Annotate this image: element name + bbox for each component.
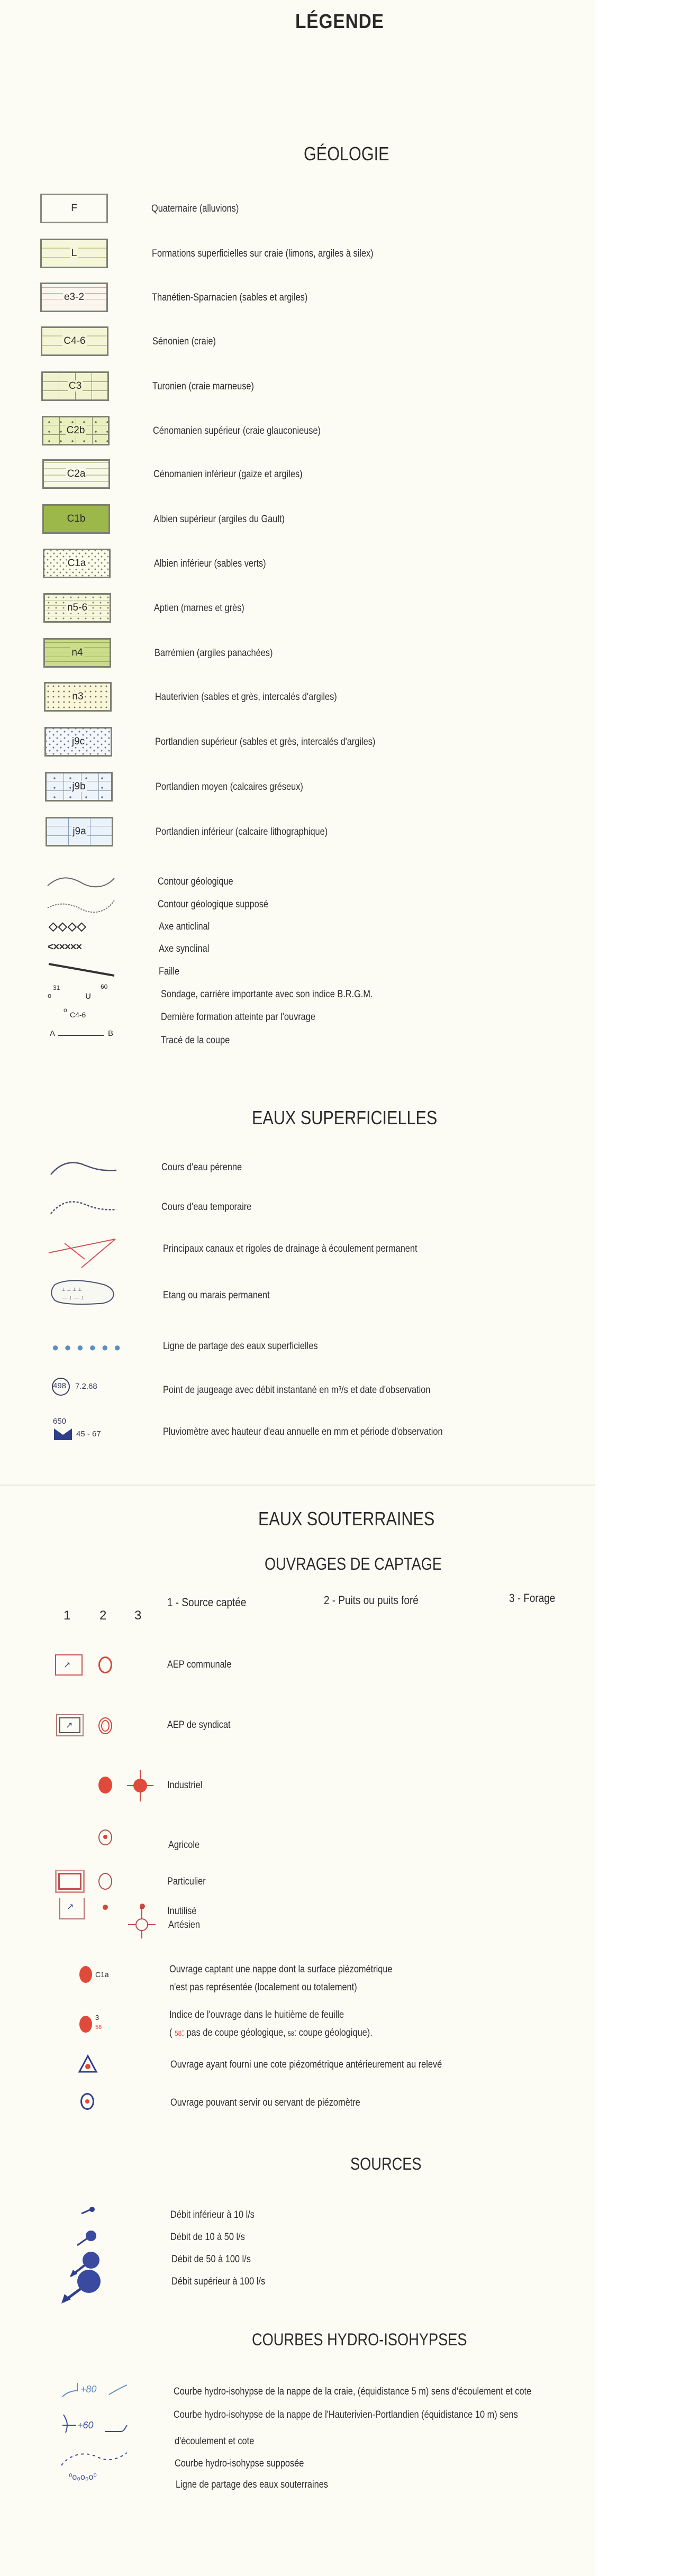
section-heading-eaux-souterraines: EAUX SOUTERRAINES <box>258 1508 435 1530</box>
formation-label: Cénomanien inférieur (gaize et argiles) <box>153 469 303 480</box>
symbol-label: Dernière formation atteinte par l'ouvrage <box>161 1012 315 1023</box>
hauterivien-isohypse-icon: +60 <box>61 2414 130 2435</box>
surface-water-label: Ligne de partage des eaux superficielles <box>163 1341 318 1352</box>
capture-row-label: Industriel <box>167 1780 203 1791</box>
formation-code: L <box>71 248 77 259</box>
formation-label: Albien supérieur (argiles du Gault) <box>153 514 285 525</box>
capture-type-1: 1 - Source captée <box>167 1596 247 1609</box>
svg-text:— ⊥ — ⊥: — ⊥ — ⊥ <box>62 1295 85 1300</box>
fault-icon <box>48 962 116 978</box>
captured-spring-private-icon <box>55 1870 85 1893</box>
spring-flow-under-10-icon <box>80 2206 96 2215</box>
formation-label: Turonien (craie marneuse) <box>152 381 254 392</box>
drainage-canal-icon <box>48 1238 116 1270</box>
well-agricultural-icon <box>98 1829 112 1845</box>
spring-label: Débit supérieur à 100 l/s <box>171 2276 266 2287</box>
prior-piezometric-icon <box>78 2055 97 2073</box>
symbol-label: Contour géologique supposé <box>158 899 268 910</box>
formation-swatch <box>44 682 112 712</box>
capture-row-label: AEP communale <box>167 1659 232 1670</box>
note-line: ( 58: pas de coupe géologique, 58: coupe géologique). <box>169 2027 373 2038</box>
formation-label: Cénomanien supérieur (craie glauconieuse) <box>153 425 321 436</box>
formation-code: e3-2 <box>63 292 85 303</box>
formation-swatch <box>42 459 110 489</box>
symbol-label: Axe synclinal <box>159 943 210 954</box>
capture-type-3: 3 - Forage <box>509 1591 556 1605</box>
borehole-artesian-icon <box>128 1905 156 1938</box>
capture-row-label: Inutilisé <box>167 1906 197 1917</box>
formation-code: n3 <box>72 691 84 702</box>
symbol-label: Tracé de la coupe <box>161 1035 230 1046</box>
subsection-heading-ouvrages: OUVRAGES DE CAPTAGE <box>265 1554 442 1573</box>
formation-label: Aptien (marnes et grès) <box>154 603 244 614</box>
note-line: Ouvrage captant une nappe dont la surface piézométrique <box>169 1964 393 1975</box>
formation-code: j9c <box>71 736 85 747</box>
isohypse-label: Courbe hydro-isohypse de la nappe de l'Hauterivien-Portlandien (équidistance 10 m) sens <box>174 2409 518 2420</box>
capture-type-2: 2 - Puits ou puits foré <box>324 1594 419 1607</box>
surface-water-label: Principaux canaux et rigoles de drainage à écoulement permanent <box>163 1243 417 1254</box>
borehole-industrial-icon <box>127 1770 153 1801</box>
formation-label: Formations superficielles sur craie (limons, argiles à silex) <box>152 248 374 259</box>
rain-gauge-icon: 650 45 - 67 <box>53 1417 132 1443</box>
capture-row-label: Agricole <box>168 1840 200 1851</box>
formation-swatch <box>40 283 108 312</box>
isohypse-label: Courbe hydro-isohypse supposée <box>175 2458 304 2469</box>
svg-text:⊥ ⊥ ⊥ ⊥: ⊥ ⊥ ⊥ ⊥ <box>61 1287 82 1292</box>
well-industrial-icon <box>98 1777 112 1794</box>
spring-flow-10-50-icon <box>76 2228 97 2247</box>
formation-swatch <box>43 638 111 668</box>
isohypse-label: d'écoulement et cote <box>175 2436 255 2447</box>
surface-divide-icon: ● ● ● ● ● ● <box>52 1341 122 1354</box>
note-line: Ouvrage ayant fourni une cote piézométrique antérieurement au relevé <box>170 2059 442 2070</box>
formation-swatch <box>44 727 112 757</box>
contour-supposed-icon <box>47 899 115 915</box>
formation-swatch <box>43 593 111 623</box>
surface-water-label: Cours d'eau pérenne <box>161 1162 242 1173</box>
formation-swatch <box>42 416 110 445</box>
formation-label: Portlandien supérieur (sables et grès, intercalés d'argiles) <box>155 736 376 748</box>
column-header-1: 1 <box>63 1608 71 1623</box>
symbol-label: Sondage, carrière importante avec son indice B.R.G.M. <box>161 989 373 1000</box>
symbol-label: Faille <box>159 966 180 977</box>
isohypse-label: Ligne de partage des eaux souterraines <box>176 2479 328 2490</box>
formation-label: Sénonien (craie) <box>152 336 216 347</box>
formation-swatch <box>45 772 113 802</box>
surface-water-label: Pluviomètre avec hauteur d'eau annuelle en mm et période d'observation <box>163 1426 443 1437</box>
syncline-axis-icon: <××××× <box>48 941 82 953</box>
formation-swatch <box>40 194 108 223</box>
formation-label: Thanétien-Sparnacien (sables et argiles) <box>152 292 308 303</box>
unrepresented-aquifer-icon: C1a <box>79 1966 116 1984</box>
gauging-point-icon: 498 7.2.68 <box>52 1378 131 1396</box>
formation-code: C1b <box>67 513 86 524</box>
subsection-heading-sources: SOURCES <box>350 2154 422 2173</box>
symbol-label: Contour géologique <box>158 876 233 887</box>
chalk-isohypse-icon: +80 <box>61 2381 130 2399</box>
formation-code: n5-6 <box>67 602 88 613</box>
spring-flow-over-100-icon <box>60 2268 103 2305</box>
spring-label: Débit de 50 à 100 l/s <box>171 2254 251 2265</box>
well-syndicate-icon <box>98 1717 112 1734</box>
piezometer-icon <box>80 2093 94 2110</box>
note-line: n'est pas représentée (localement ou totalement) <box>169 1982 357 1993</box>
cross-section-icon: A B <box>50 1029 114 1038</box>
surface-water-label: Point de jaugeage avec débit instantané en m³/s et date d'observation <box>163 1385 431 1396</box>
anticline-axis-icon: ◇◇◇◇ <box>49 920 87 933</box>
pond-marsh-icon <box>51 1279 120 1306</box>
surface-water-label: Cours d'eau temporaire <box>161 1201 252 1213</box>
formation-label: Portlandien inférieur (calcaire lithographique) <box>156 826 328 838</box>
formation-label: Hauterivien (sables et grès, intercalés d'argiles) <box>155 691 337 703</box>
formation-code: F <box>71 203 77 214</box>
formation-label: Albien inférieur (sables verts) <box>154 558 266 569</box>
column-header-2: 2 <box>99 1608 107 1623</box>
capture-row-label: Artésien <box>168 1919 200 1931</box>
captured-spring-communal-icon: ↗ <box>55 1654 83 1676</box>
formation-code: C2a <box>67 468 86 479</box>
column-header-3: 3 <box>134 1608 142 1623</box>
formation-swatch <box>42 504 110 534</box>
formation-code: C2b <box>66 425 85 436</box>
symbol-label: Axe anticlinal <box>159 921 210 932</box>
note-line: Ouvrage pouvant servir ou servant de piézomètre <box>170 2097 360 2108</box>
capture-row-label: Particulier <box>167 1876 206 1887</box>
well-index-icon: 3 58 <box>79 2014 116 2037</box>
isohypse-label: Courbe hydro-isohypse de la nappe de la craie, (équidistance 5 m) sens d'écoulement et cote <box>174 2386 532 2397</box>
formation-swatch <box>46 817 113 846</box>
captured-spring-unused-icon: ↗ <box>59 1898 85 1919</box>
last-formation-icon: o C4-6 <box>63 1006 86 1019</box>
formation-swatch <box>41 326 108 356</box>
formation-label: Portlandien moyen (calcaires gréseux) <box>156 781 303 793</box>
formation-swatch <box>41 371 109 401</box>
formation-label: Barrémien (argiles panachées) <box>155 648 273 659</box>
supposed-isohypse-icon <box>60 2451 129 2466</box>
section-divider <box>0 1485 595 1486</box>
well-private-icon <box>98 1873 112 1890</box>
spring-label: Débit de 10 à 50 l/s <box>170 2232 245 2243</box>
formation-swatch <box>43 549 111 578</box>
formation-code: C4-6 <box>63 335 86 347</box>
legend-title: LÉGENDE <box>295 11 384 33</box>
capture-row-label: AEP de syndicat <box>167 1719 231 1731</box>
note-line: Indice de l'ouvrage dans le huitième de feuille <box>169 2009 344 2020</box>
formation-code: j9a <box>72 826 86 837</box>
formation-swatch <box>40 239 108 268</box>
spring-label: Débit inférieur à 10 l/s <box>170 2209 255 2220</box>
groundwater-divide-icon: ⁰o₀o₀o⁰ <box>69 2473 97 2482</box>
borehole-quarry-icon: o 31 ∪ 60 <box>48 983 108 1001</box>
perennial-stream-icon <box>50 1160 119 1176</box>
section-heading-eaux-superficielles: EAUX SUPERFICIELLES <box>252 1107 438 1128</box>
surface-water-label: Etang ou marais permanent <box>163 1290 270 1301</box>
formation-label: Quaternaire (alluvions) <box>151 203 239 214</box>
formation-code: j9b <box>72 781 86 792</box>
contour-line-icon <box>47 874 115 890</box>
formation-code: C3 <box>68 380 82 392</box>
formation-code: n4 <box>71 647 83 658</box>
well-unused-icon <box>103 1905 108 1910</box>
formation-code: C1a <box>67 558 86 569</box>
subsection-heading-courbes: COURBES HYDRO-ISOHYPSES <box>252 2330 467 2349</box>
well-communal-icon <box>98 1656 112 1673</box>
temporary-stream-icon <box>50 1199 119 1215</box>
section-heading-geologie: GÉOLOGIE <box>304 143 389 165</box>
captured-spring-syndicate-icon: ↗ <box>56 1714 84 1736</box>
